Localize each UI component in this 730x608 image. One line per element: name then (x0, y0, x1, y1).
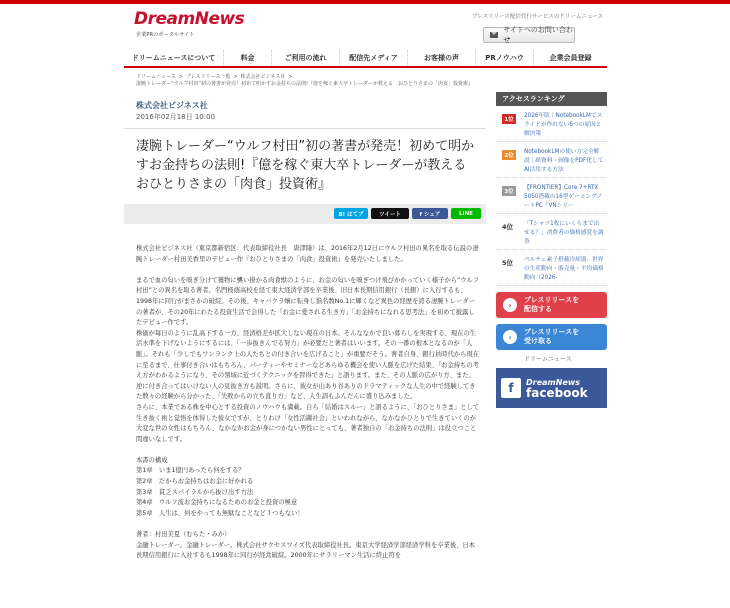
nav-item-knowhow[interactable]: PRノウハウ (476, 50, 534, 66)
toc-item: 第2章 だからお金持ちはお金に好かれる (136, 478, 254, 486)
author-heading: 著者：村田美夏（むらた・みか） (136, 531, 231, 539)
hatena-share-button[interactable]: B! はてブ (334, 208, 368, 219)
dreamnews-label: ドリームニュース (524, 356, 572, 363)
ranking-link[interactable]: NotebookLMの使い方完全解説｜紙資料・画像をPDF化してAI活用する方法 (524, 149, 604, 173)
paragraph-2: まるで血の匂いを嗅ぎ分けて獲物に襲い掛かる肉食獣のように、お金の匂いを嗅ぎつけ飛びかかっていく様子から“ウルフ村田”との異名を取る著者。名門桜蔭高校を経て東大経済学部を卒業後、旧日本長期信用銀行（長銀）に入行するも、1998年に同行がまさかの破綻。その後、キャバクラ嬢に転身し指名数No.1に輝くなど異色の経歴を誇る凄腕トレーダーの著者が、その20年にわたる投資生活で会得した「お金に愛される生き方」「お金持ちになれる思考法」を初めて披露したデビュー作です。 (136, 276, 480, 327)
rank-number: 4位 (502, 223, 514, 231)
arrow-right-icon: › (503, 330, 517, 344)
main-nav (124, 50, 607, 68)
rank-badge: 2位 (502, 150, 516, 160)
facebook-banner[interactable] (496, 368, 607, 408)
ranking-item[interactable] (496, 142, 607, 178)
toc-item: 第4章 ウルフ流お金持ちになるためのお金と投資の極意 (136, 499, 298, 507)
arrow-right-icon: › (503, 298, 517, 312)
receive-press-release-button[interactable] (496, 324, 607, 350)
nav-item-pricing[interactable]: 料金 (224, 50, 272, 66)
publish-date: 2016年02月18日 10:00 (136, 113, 216, 121)
receive-button-label: プレスリリースを 受け取る (524, 328, 580, 345)
ranking-item[interactable] (496, 214, 607, 250)
breadcrumb-list[interactable]: プレスリリース一覧 (185, 74, 231, 80)
ranking-item[interactable] (496, 250, 607, 286)
breadcrumb-company[interactable]: 株式会社ビジネス社 (240, 74, 286, 80)
site-header (0, 4, 730, 46)
ranking-link[interactable]: 2026年版｜NotebookLMでスライドが作れない6つの原因と解決策 (524, 113, 603, 137)
breadcrumb-current: 凄腕トレーダー“ウルフ村田”初の著書が発売！初めて明かすお金持ちの法則!『億を稼ぐ東大卒トレーダーが教える おひとりさまの「肉食」投資術』 (136, 81, 474, 87)
sidebar (496, 92, 607, 408)
paragraph-3: 株価が毎日のように乱高下する一方、経済格差が拡大しない現在の日本。そんななかで良い暮らしを実現する、現在の生活水準を下げないようにするには、「一歩抜きんでる努力」が必要だと著者はいいます。その一番の根本となるのが「人脈」。それも「少しでもワンランク上の人たちとの付き合いを広げること」が重要だそう。著者自身、銀行員時代から現在に至るまで、仕事付き合いはもちろん、パーティーやセミナーなどあらゆる機会を使い人脈を広げた結果、「お金持ちの考え方がわかるようになり、その領域に近づくテクニックを習得できた」と語ります。また、その人脈の広がり方、また、逆に付き合ってはいけない人の見抜き方も説明。さらに、彼女が山あり谷ありのドラマティックな人生の中で経験してきた数々の経験から分かった、「失敗からの立ち直り方」など、人生訓もふんだんに盛り込みました。 (136, 329, 480, 401)
fb-banner-bottom: facebook (526, 385, 588, 400)
article-title: 凄腕トレーダー“ウルフ村田”初の著書が発売！初めて明かすお金持ちの法則!『億を稼ぐ東大卒トレーダーが教える おひとりさまの「肉食」投資術』 (136, 139, 480, 192)
mail-icon (490, 32, 498, 38)
send-press-release-button[interactable] (496, 292, 607, 318)
ranking-link[interactable]: ペルチェ素子搭載冷却器：世界の生産動向・販売量・平均価格動向（2026- (524, 257, 604, 281)
nav-item-voice[interactable]: お客様の声 (408, 50, 476, 66)
paragraph-1: 株式会社ビジネス社（東京都新宿区：代表取締役社長 唐津隆）は、2016年2月12日にウルフ村田の異名を取る伝説の凄腕トレーダー村田美香里のデビュー作『おひとりさまの「肉食」投資術』を発売いたしました。 (136, 245, 479, 263)
toc-item: 第5章 人生は、何をやっても無駄なことなど１つもない！ (136, 509, 304, 517)
facebook-share-button[interactable]: f シェア (412, 208, 448, 219)
facebook-icon: f (501, 378, 521, 398)
tweet-button[interactable]: ツイート (371, 208, 409, 219)
line-share-button[interactable]: LINE (451, 208, 481, 219)
article-body (136, 244, 480, 562)
nav-item-flow[interactable]: ご利用の流れ (272, 50, 340, 66)
share-bar (124, 204, 486, 224)
send-button-label: プレスリリースを 配信する (524, 296, 580, 313)
contact-button[interactable] (483, 27, 575, 43)
rank-badge: 3位 (502, 186, 516, 196)
contact-button-label: サイトへのお問い合わせ (503, 26, 573, 44)
company-name[interactable]: 株式会社ビジネス社 (136, 101, 208, 110)
fb-banner-top: DreamNews (526, 377, 581, 387)
nav-item-about[interactable]: ドリームニュースについて (124, 50, 224, 66)
dreamnews-logo[interactable]: DreamNews 企業PRのポータルサイト (134, 9, 245, 38)
author-bio: 金融トレーダー。金融トレーダー。株式会社サクセスワイズ代表取締役社長。東京大学経済学部経済学科を卒業後、日本長期信用銀行に入社するも1998年に同行が経営破綻。2000年にサラリーマン生活に終止符を (136, 541, 476, 560)
ranking-link[interactable]: 「Tシャツ1枚にいくらまで出せる？」消費者の価格感覚を調査 (524, 221, 604, 245)
divider (124, 128, 486, 129)
ranking-link[interactable]: 【FRONTIER】Core 7+RTX 5050搭載の16型ゲーミングノートPC「VNシリー (524, 185, 603, 209)
paragraph-4: さらに、本業である株を中心とする投資のノウハウも満載。自ら「結婚はスルー」と語るように、「おひとりさま」として生き抜く術と覚悟を体得した彼女ですが、とりわけ「女性活躍社会」といわれながら、なかなかひとりで生きていくのが大変な世の女性はもちろん、なかなかお金が身につかない男性にとっても、著者独自の「お金持ちの法則」は役立つこと間違いなしです。 (136, 403, 480, 443)
ranking-item[interactable] (496, 106, 607, 142)
nav-item-register[interactable]: 企業会員登録 (549, 54, 592, 62)
rank-badge: 1位 (502, 114, 516, 124)
toc-heading: 本書の構成 (136, 456, 168, 464)
nav-item-media[interactable]: 配信先メディア (340, 50, 408, 66)
breadcrumb-home[interactable]: ドリームニュース (136, 74, 176, 80)
ranking-heading: アクセスランキング (496, 92, 607, 106)
ranking-item[interactable] (496, 178, 607, 214)
breadcrumb: ドリームニュース > プレスリリース一覧 > 株式会社ビジネス社 > 凄腕トレーダー“ウルフ村田”初の著書が発売！初めて明かすお金持ちの法則!『億を稼ぐ東大卒トレーダーが教える おひとりさまの「肉食」投資術』 (136, 74, 474, 87)
site-tagline: プレスリリース配信代行サービスのドリームニュース (472, 14, 604, 20)
toc-item: 第3章 貧乏スパイラルから抜け出す方法 (136, 488, 254, 496)
toc-item: 第1章 いま1億円あったら何をする？ (136, 467, 245, 475)
rank-number: 5位 (502, 259, 514, 267)
